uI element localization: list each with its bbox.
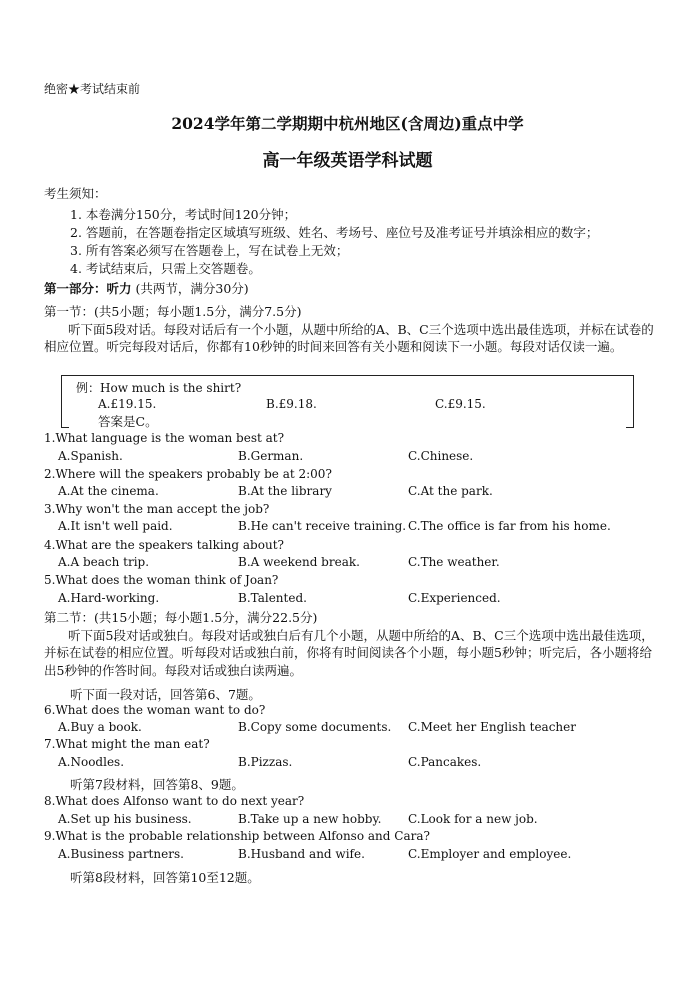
q7-option-a: A.Noodles. bbox=[58, 755, 125, 769]
q5-option-c: C.Experienced. bbox=[408, 591, 501, 605]
question-8: 8.What does Alfonso want to do next year? bbox=[44, 794, 305, 808]
q1-option-a: A.Spanish. bbox=[58, 449, 123, 463]
q6-option-c: C.Meet her English teacher bbox=[408, 720, 576, 734]
exam-title: 2024学年第二学期期中杭州地区(含周边)重点中学 bbox=[171, 114, 524, 133]
exam-subtitle: 高一年级英语学科试题 bbox=[262, 151, 433, 171]
q2-option-c: C.At the park. bbox=[408, 484, 493, 498]
question-5: 5.What does the woman think of Joan? bbox=[44, 573, 279, 587]
q3-option-b: B.He can't receive training. bbox=[238, 519, 407, 533]
q4-option-c: C.The weather. bbox=[408, 555, 500, 569]
section1-instructions: 听下面5段对话。每段对话后有一个小题，从题中所给的A、B、C三个选项中选出最佳选项，并标在试卷的相应位置。听完每段对话后，你都有10秒钟的时间来回答有关小题和阅读下一小题。每段对话仅读一遍。 bbox=[44, 322, 654, 355]
question-4: 4.What are the speakers talking about? bbox=[44, 538, 284, 552]
notice-item-2: 2. 答题前，在答题卷指定区域填写班级、姓名、考场号、座位号及准考证号并填涂相应的数字； bbox=[70, 225, 599, 240]
example-question: 例：How much is the shirt? bbox=[76, 381, 242, 395]
question-6: 6.What does the woman want to do? bbox=[44, 703, 266, 717]
q4-option-b: B.A weekend break. bbox=[238, 555, 360, 569]
q5-option-b: B.Talented. bbox=[238, 591, 307, 605]
q4-option-a: A.A beach trip. bbox=[58, 555, 150, 569]
notice-heading: 考生须知： bbox=[44, 186, 107, 201]
lead-material-8: 听第8段材料，回答第10至12题。 bbox=[70, 870, 260, 885]
q9-option-b: B.Husband and wife. bbox=[238, 847, 365, 861]
q8-option-b: B.Take up a new hobby. bbox=[238, 812, 382, 826]
q9-option-a: A.Business partners. bbox=[58, 847, 184, 861]
section2-heading: 第二节：(共15小题；每小题1.5分，满分22.5分) bbox=[44, 610, 318, 625]
q3-option-a: A.It isn't well paid. bbox=[58, 519, 173, 533]
part1-heading-line bbox=[44, 279, 249, 297]
notice-item-4: 4. 考试结束后，只需上交答题卷。 bbox=[70, 261, 261, 276]
notice-item-3: 3. 所有答案必须写在答题卷上，写在试卷上无效； bbox=[70, 243, 349, 258]
part1-heading-note: (共两节，满分30分) bbox=[135, 281, 249, 296]
question-1: 1.What language is the woman best at? bbox=[44, 431, 285, 445]
q7-option-b: B.Pizzas. bbox=[238, 755, 293, 769]
section2-instructions: 听下面5段对话或独白。每段对话或独白后有几个小题，从题中所给的A、B、C三个选项中选出最佳选项，并标在试卷的相应位置。听每段对话或独白前，你将有时间阅读各个小题，每小题5秒钟；听完后，各小题将给出5秒钟的作答时间。每段对话或独白读两遍。 bbox=[44, 628, 654, 678]
question-3: 3.Why won't the man accept the job? bbox=[44, 502, 270, 516]
question-7: 7.What might the man eat? bbox=[44, 737, 210, 751]
confidential-mark: 绝密★考试结束前 bbox=[44, 82, 141, 96]
part1-heading: 第一部分：听力 bbox=[44, 281, 132, 296]
q2-option-a: A.At the cinema. bbox=[58, 484, 159, 498]
q8-option-c: C.Look for a new job. bbox=[408, 812, 538, 826]
q5-option-a: A.Hard-working. bbox=[58, 591, 160, 605]
q2-option-b: B.At the library bbox=[238, 484, 332, 498]
q1-option-b: B.German. bbox=[238, 449, 304, 463]
notice-item-1: 1. 本卷满分150分，考试时间120分钟； bbox=[70, 207, 297, 222]
example-option-c: C.£9.15. bbox=[435, 397, 486, 411]
q8-option-a: A.Set up his business. bbox=[58, 812, 192, 826]
question-9: 9.What is the probable relationship between Alfonso and Cara? bbox=[44, 829, 430, 843]
example-answer: 答案是C。 bbox=[98, 414, 158, 429]
q7-option-c: C.Pancakes. bbox=[408, 755, 482, 769]
q6-option-a: A.Buy a book. bbox=[58, 720, 142, 734]
question-2: 2.Where will the speakers probably be at 2:00? bbox=[44, 467, 332, 481]
q1-option-c: C.Chinese. bbox=[408, 449, 474, 463]
section1-heading: 第一节：(共5小题；每小题1.5分，满分7.5分) bbox=[44, 304, 302, 319]
example-option-b: B.£9.18. bbox=[266, 397, 317, 411]
example-option-a: A.£19.15. bbox=[98, 397, 157, 411]
q3-option-c: C.The office is far from his home. bbox=[408, 519, 611, 533]
lead-material-7: 听第7段材料，回答第8、9题。 bbox=[70, 777, 244, 792]
q9-option-c: C.Employer and employee. bbox=[408, 847, 572, 861]
lead-dialogue-6: 听下面一段对话，回答第6、7题。 bbox=[70, 687, 261, 702]
q6-option-b: B.Copy some documents. bbox=[238, 720, 392, 734]
